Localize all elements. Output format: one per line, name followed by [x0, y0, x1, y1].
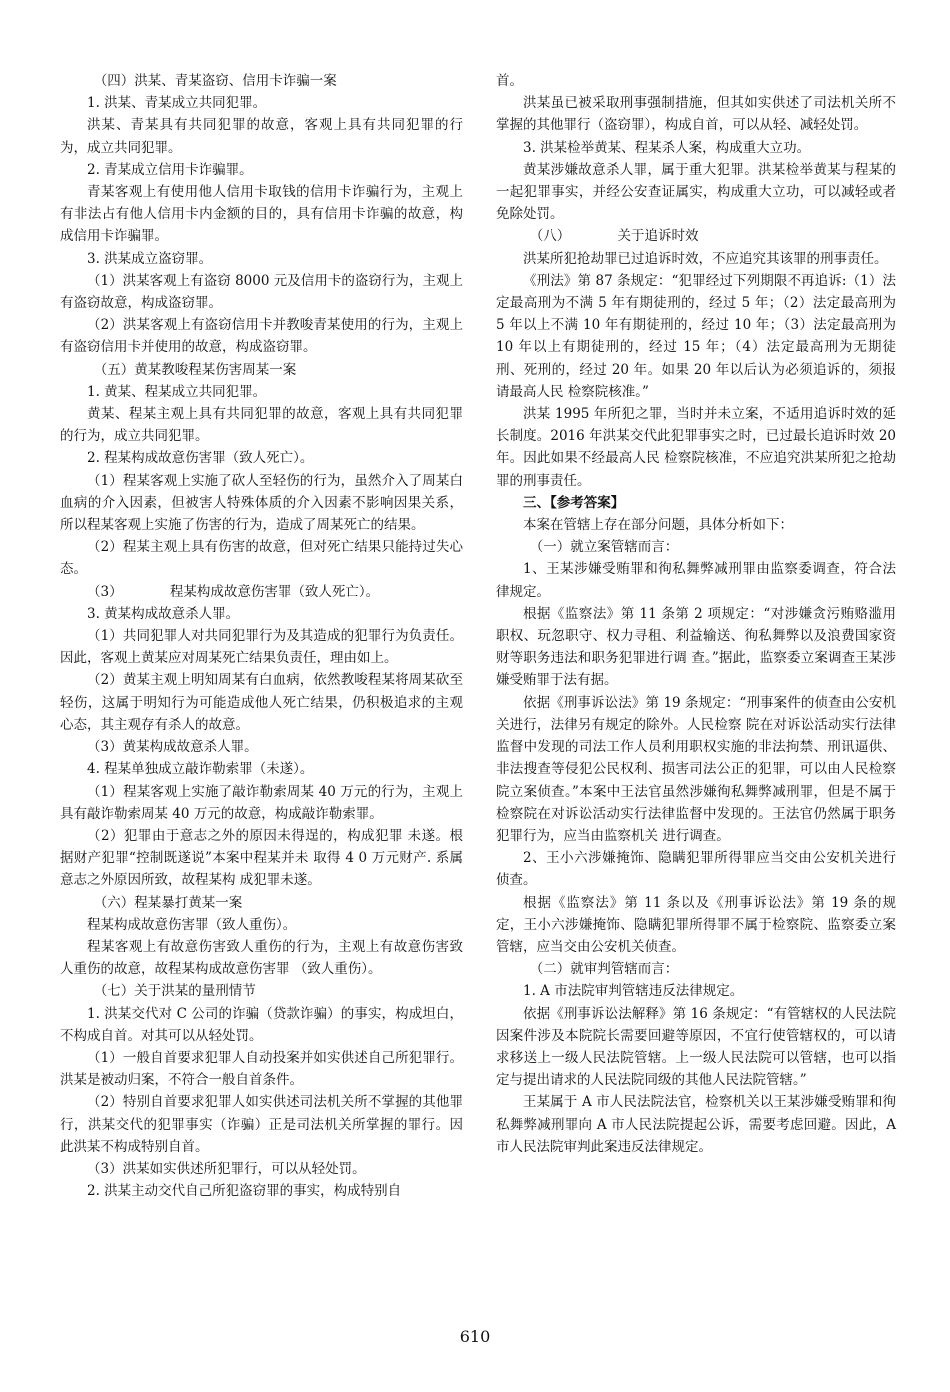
paragraph: 1. A 市法院审判管辖违反法律规定。: [523, 983, 744, 1000]
paragraph: 2. 青某成立信用卡诈骗罪。: [87, 161, 253, 178]
paragraph: 2、王小六涉嫌掩饰、隐瞒犯罪所得罪应当交由公安机关进行侦查。: [496, 850, 896, 889]
paragraph: 1. 洪某、青某成立共同犯罪。: [87, 95, 267, 112]
paragraph: （3） 程某构成故意伤害罪（致人死亡）。: [87, 583, 380, 600]
paragraph: 首。: [496, 73, 523, 89]
paragraph: 3. 洪某检举黄某、程某杀人案，构成重大立功。: [523, 139, 811, 156]
paragraph: 根据《监察法》第 11 条第 2 项规定：“对涉嫌贪污贿赂滥用职权、玩忽职守、权力寻租、利益输送、徇私舞弊以及浪费国家资财等职务违法和职务犯罪进行调 查。”据此，监察委立案调查王某涉嫌受贿罪于法有据。: [496, 605, 896, 689]
paragraph: 依据《刑事诉讼法》第 19 条规定：“刑事案件的侦查由公安机关进行，法律另有规定的除外。人民检察 院在对诉讼活动实行法律监督中发现的司法工作人员利用职权实施的非法拘禁、刑讯逼供、非法搜查等侵犯公民权利、损害司法公正的犯罪，可以由人民检察院立案侦查。”本案中王法官虽然涉嫌徇私舞弊减刑罪，但是不属于检察院在对诉讼活动实行法律监督中发现的。王法官仍然属于职务犯罪行为，应当由监察机关 进行调查。: [496, 694, 896, 844]
page-number: 610: [459, 1327, 491, 1346]
paragraph: 3. 洪某成立盗窃罪。: [87, 250, 213, 267]
paragraph: （2）程某主观上具有伤害的故意，但对死亡结果只能持过失心态。: [60, 539, 463, 578]
paragraph: 洪某 1995 年所犯之罪，当时并未立案，不适用追诉时效的延长制度。2016 年洪某交代此犯罪事实之时，已过最长追诉时效 20 年。因此如果不经最高人民 检察院核准，不应追究洪某所犯之抢劫罪的刑事责任。: [496, 406, 896, 489]
paragraph: 洪某所犯抢劫罪已过追诉时效，不应追究其该罪的刑事责任。: [523, 250, 888, 267]
paragraph: 3. 黄某构成故意杀人罪。: [87, 605, 240, 622]
paragraph: （七）关于洪某的量刑情节: [93, 983, 256, 1000]
paragraph: 王某属于 A 市人民法院法官，检察机关以王某涉嫌受贿罪和徇私舞弊减刑罪向 A 市人民法院提起公诉，需要考虑回避。因此，A 市人民法院审判此案违反法律规定。: [496, 1094, 896, 1155]
paragraph: （1）程某客观上实施了敲诈勒索周某 40 万元的行为，主观上具有敲诈勒索周某 40 万元的故意，构成敲诈勒索罪。: [60, 783, 463, 822]
paragraph: 本案在管辖上存在部分问题，具体分析如下：: [523, 517, 793, 534]
left-column: [60, 70, 463, 1202]
paragraph: （2）黄某主观上明知周某有白血病，依然教唆程某将周某砍至轻伤，这属于明知行为可能造成他人死亡结果，仍积极追求的主观心态，其主观存有杀人的故意。: [60, 672, 463, 733]
paragraph: 2. 洪某主动交代自己所犯盗窃罪的事实，构成特别自: [87, 1183, 402, 1200]
paragraph: （1）程某客观上实施了砍人至轻伤的行为，虽然介入了周某白血病的介入因素，但被害人特殊体质的介入因素不影响因果关系，所以程某客观上实施了伤害的行为，造成了周某死亡的结果。: [60, 472, 463, 534]
paragraph: （1）洪某客观上有盗窃 8000 元及信用卡的盗窃行为，主观上有盗窃故意，构成盗窃罪。: [60, 272, 463, 312]
paragraph: （四）洪某、青某盗窃、信用卡诈骗一案: [93, 73, 337, 89]
paragraph: 《刑法》第 87 条规定：“犯罪经过下列期限不再追诉:（1）法定最高刑为不满 5 年有期徒刑的，经过 5 年；（2）法定最高刑为 5 年以上不满 10 年有期徒刑的，经过 10 年；（3）法定最高刑为 10 年以上有期徒刑的，经过 15 年；（4）法定最高刑为无期徒刑、死刑的，经过 20 年。如果 20 年以后认为必须追诉的，须报请最高人民 检察院核准。”: [496, 272, 896, 400]
paragraph: 1、王某涉嫌受贿罪和徇私舞弊减刑罪由监察委调查，符合法律规定。: [496, 561, 896, 600]
paragraph: 依据《刑事诉讼法解释》第 16 条规定：“有管辖权的人民法院因案件涉及本院院长需要回避等原因，不宜行使管辖权的，可以请求移送上一级人民法院管辖。上一级人民法院可以管辖，也可以指定与提出请求的人民法院同级的其他人民法院管辖。”: [496, 1005, 896, 1089]
paragraph: （六）程某暴打黄某一案: [93, 894, 243, 911]
paragraph: （五）黄某教唆程某伤害周某一案: [93, 361, 297, 378]
paragraph: （八） 关于追诉时效: [529, 228, 699, 245]
paragraph: （1）一般自首要求犯罪人自动投案并如实供述自己所犯罪行。洪某是被动归案，不符合一般自首条件。: [60, 1049, 463, 1089]
paragraph: （3）洪某如实供述所犯罪行，可以从轻处罚。: [87, 1160, 366, 1177]
paragraph: 青某客观上有使用他人信用卡取钱的信用卡诈骗行为，主观上有非法占有他人信用卡内金额的目的，具有信用卡诈骗的故意，构成信用卡诈骗罪。: [60, 184, 463, 245]
paragraph: （3）黄某构成故意杀人罪。: [87, 739, 258, 756]
paragraph: 程某构成故意伤害罪（致人重伤）。: [87, 916, 297, 933]
paragraph: （一）就立案管辖而言：: [529, 539, 679, 556]
paragraph: （二）就审判管辖而言：: [529, 961, 679, 978]
paragraph: 洪某、青某具有共同犯罪的故意，客观上具有共同犯罪的行为，成立共同犯罪。: [60, 117, 463, 156]
paragraph: （1）共同犯罪人对共同犯罪行为及其造成的犯罪行为负责任。因此，客观上黄某应对周某死亡结果负责任，理由如上。: [60, 628, 463, 667]
paragraph: 程某客观上有故意伤害致人重伤的行为，主观上有故意伤害致人重伤的故意，故程某构成故意伤害罪 （致人重伤）。: [60, 938, 463, 978]
paragraph: 根据《监察法》第 11 条以及《刑事诉讼法》第 19 条的规定，王小六涉嫌掩饰、隐瞒犯罪所得罪不属于检察院、监察委立案管辖，应当交由公安机关侦查。: [496, 894, 896, 955]
paragraph: 黄某涉嫌故意杀人罪，属于重大犯罪。洪某检举黄某与程某的一起犯罪事实，并经公安查证属实，构成重大立功，可以减轻或者免除处罚。: [496, 161, 896, 223]
paragraph: （2）特别自首要求犯罪人如实供述司法机关所不掌握的其他罪行，洪某交代的犯罪事实（诈骗）正是司法机关所掌握的罪行。因此洪某不构成特别自首。: [60, 1094, 463, 1155]
paragraph: 4. 程某单独成立敲诈勒索罪（未遂）。: [87, 761, 314, 778]
paragraph: 2. 程某构成故意伤害罪（致人死亡）。: [87, 450, 314, 467]
paragraph: 1. 洪某交代对 C 公司的诈骗（贷款诈骗）的事实，构成坦白，不构成自首。对其可以从轻处罚。: [60, 1005, 463, 1044]
paragraph: 三、【参考答案】: [523, 494, 625, 511]
paragraph: 黄某、程某主观上具有共同犯罪的故意，客观上具有共同犯罪的行为，成立共同犯罪。: [60, 406, 463, 445]
paragraph: 1. 黄某、程某成立共同犯罪。: [87, 383, 267, 400]
paragraph: （2）洪某客观上有盗窃信用卡并教唆青某使用的行为，主观上有盗窃信用卡并使用的故意，构成盗窃罪。: [60, 317, 463, 356]
right-column: [496, 70, 896, 1158]
paragraph: （2）犯罪由于意志之外的原因未得逞的，构成犯罪 未遂。根据财产犯罪“控制既遂说”本案中程某并未 取得 4 0 万元财产. 系属意志之外原因所致，故程某构 成犯罪未遂。: [60, 827, 463, 889]
paragraph: 洪某虽已被采取刑事强制措施，但其如实供述了司法机关所不掌握的其他罪行（盗窃罪），构成自首，可以从轻、减轻处罚。: [496, 95, 896, 134]
